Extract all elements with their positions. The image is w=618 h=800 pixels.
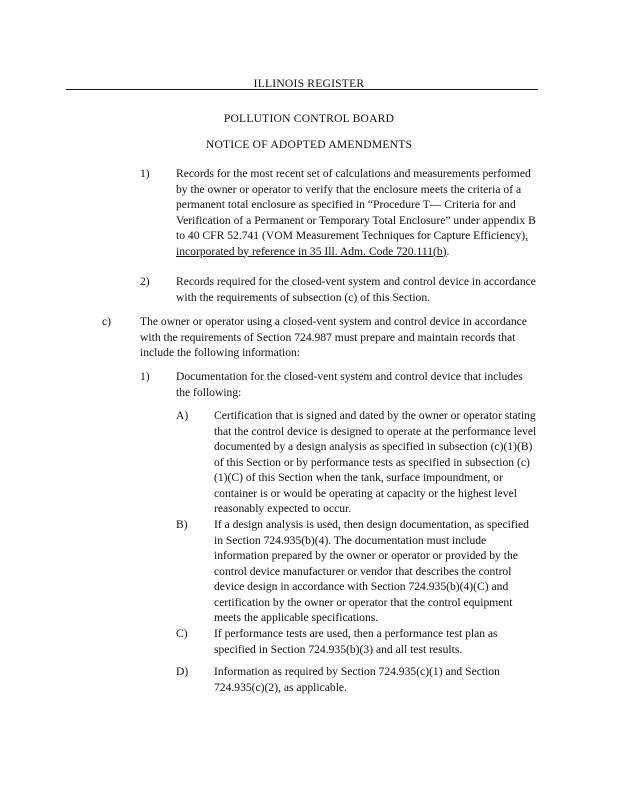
item-D-label: D) xyxy=(176,665,189,678)
item-1-body: Records for the most recent set of calculations and measurements performed by the owner or operator to verify that the enclosure meets the criteria of a permanent total enclosure as specified in “Procedure T— Criteria for and Verification of a Permanent or Temporary Total Enclosure” under appendix B to 40 CFR 52.741 (VOM Measurement Techniques for Capture Efficiency) xyxy=(176,167,536,242)
item-B-text: If a design analysis is used, then design documentation, as specified in Section 724.935(b)(4). The documentation must include information prepared by the owner or operator or provided by the control device manufacturer or vendor that describes the control device design in accordance with Section 724.935(b)(4)(C) and certification by the owner or operator that the control equipment meets the applicable specifications. xyxy=(214,518,529,624)
item-D-text: Information as required by Section 724.935(c)(1) and Section 724.935(c)(2), as applicable. xyxy=(214,665,500,694)
item-2-label: 2) xyxy=(140,275,150,288)
item-1-text xyxy=(176,166,538,259)
item-2-text: Records required for the closed-vent system and control device in accordance with the requirements of subsection (c) of this Section. xyxy=(176,275,536,304)
notice-heading: NOTICE OF ADOPTED AMENDMENTS xyxy=(205,138,413,151)
item-1-inserted-text: , incorporated by reference in 35 Ill. Adm. Code 720.111(b) xyxy=(176,229,528,258)
board-heading: POLLUTION CONTROL BOARD xyxy=(223,112,395,125)
item-B-label: B) xyxy=(176,518,188,531)
item-A-text: Certification that is signed and dated by the owner or operator stating that the control device is designed to operate at the performance level documented by a design analysis as specified in subsection (c)(1)(B) of this Section or by performance tests as specified in subsection (c)(1)(C) of this Section when the tank, surface impoundment, or container is or would be operating at capacity or the highest level reasonably expected to occur. xyxy=(214,409,537,515)
item-A-label: A) xyxy=(176,409,189,422)
header-rule xyxy=(66,89,538,90)
item-C-text: If performance tests are used, then a performance test plan as specified in Section 724.935(b)(3) and all test results. xyxy=(214,627,498,656)
item-C-label: C) xyxy=(176,627,188,640)
item-1-label: 1) xyxy=(140,167,150,180)
c-item-1-label: 1) xyxy=(140,370,150,383)
subsection-c-text: The owner or operator using a closed-vent system and control device in accordance with the requirements of Section 724.987 must prepare and maintain records that include the following information: xyxy=(140,315,527,359)
subsection-c-label: c) xyxy=(102,315,112,328)
item-1-end: . xyxy=(446,244,450,258)
c-item-1-text: Documentation for the closed-vent system and control device that includes the following: xyxy=(176,370,523,399)
register-title: ILLINOIS REGISTER xyxy=(253,77,365,90)
